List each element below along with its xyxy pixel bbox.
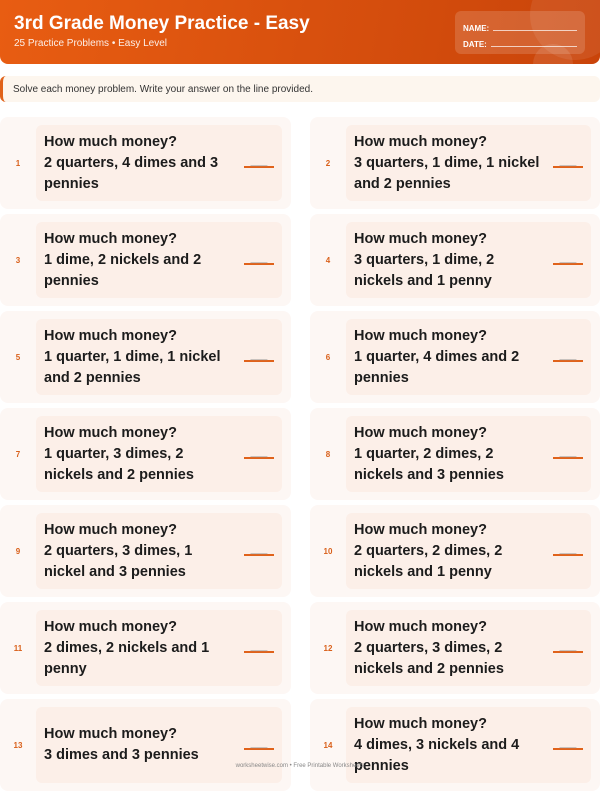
- date-field[interactable]: [491, 46, 577, 47]
- problem-card: [0, 602, 291, 694]
- problem-question: How much money?: [354, 327, 487, 344]
- problem-question: How much money?: [354, 618, 487, 635]
- page-title: 3rd Grade Money Practice - Easy: [14, 13, 310, 34]
- problem-text: [44, 724, 236, 766]
- problem-number: 4: [325, 255, 331, 265]
- problem-coins: 1 quarter, 1 dime, 1 nickel and 2 pennies: [44, 348, 221, 386]
- answer-line[interactable]: ___: [244, 352, 274, 362]
- problem-number: 14: [323, 740, 333, 750]
- problem-coins: 2 quarters, 4 dimes and 3 pennies: [44, 154, 219, 192]
- problem-box: [346, 125, 591, 201]
- problem-text: [354, 423, 545, 486]
- problem-text: [354, 132, 545, 195]
- problem-text: [354, 520, 545, 583]
- problem-text: [44, 423, 236, 486]
- answer-line[interactable]: ___: [244, 740, 274, 750]
- problem-card: [310, 699, 600, 791]
- problem-coins: 1 dime, 2 nickels and 2 pennies: [44, 251, 202, 289]
- problem-card: [0, 311, 291, 403]
- problem-number: 7: [15, 449, 21, 459]
- problem-box: [36, 610, 282, 686]
- problem-coins: 1 quarter, 2 dimes, 2 nickels and 3 pennies: [354, 445, 504, 483]
- problem-text: [354, 617, 545, 680]
- problem-question: How much money?: [354, 715, 487, 732]
- worksheet-header: [0, 0, 600, 64]
- answer-line[interactable]: ___: [244, 643, 274, 653]
- problem-number: 11: [13, 643, 23, 653]
- problem-card: [0, 408, 291, 500]
- problem-question: How much money?: [44, 133, 177, 150]
- answer-line[interactable]: ___: [244, 546, 274, 556]
- date-label: DATE:: [463, 40, 487, 49]
- problem-box: [346, 707, 591, 783]
- problem-question: How much money?: [44, 726, 177, 742]
- name-field[interactable]: [493, 30, 577, 31]
- problem-box: [36, 416, 282, 492]
- problem-text: [44, 132, 236, 195]
- problem-box: [36, 222, 282, 298]
- problem-box: [36, 707, 282, 783]
- instructions: Solve each money problem. Write your answer on the line provided.: [0, 76, 600, 102]
- problem-card: [310, 311, 600, 403]
- footer: worksheetwise.com • Free Printable Worksheets: [235, 763, 365, 769]
- problem-coins: 1 quarter, 3 dimes, 2 nickels and 2 pennies: [44, 445, 194, 483]
- problem-coins: 2 quarters, 3 dimes, 1 nickel and 3 pennies: [44, 542, 193, 580]
- problem-question: How much money?: [354, 133, 487, 150]
- problem-coins: 2 quarters, 2 dimes, 2 nickels and 1 penny: [354, 542, 503, 580]
- problem-card: [310, 214, 600, 306]
- problem-number: 12: [323, 643, 333, 653]
- problem-coins: 1 quarter, 4 dimes and 2 pennies: [354, 348, 520, 386]
- problem-card: [0, 699, 291, 791]
- answer-line[interactable]: ___: [553, 449, 583, 459]
- answer-line[interactable]: ___: [553, 740, 583, 750]
- problem-box: [36, 319, 282, 395]
- answer-line[interactable]: ___: [553, 158, 583, 168]
- problem-grid: [0, 117, 600, 791]
- problem-number: 3: [15, 255, 21, 265]
- problem-card: [310, 505, 600, 597]
- problem-number: 10: [323, 546, 333, 556]
- problem-coins: 3 quarters, 1 dime, 1 nickel and 2 pennies: [354, 154, 540, 192]
- problem-box: [346, 610, 591, 686]
- problem-number: 6: [325, 352, 331, 362]
- problem-box: [346, 416, 591, 492]
- problem-box: [346, 319, 591, 395]
- problem-text: [44, 617, 236, 680]
- problem-question: How much money?: [44, 327, 177, 344]
- page-subtitle: 25 Practice Problems • Easy Level: [14, 38, 168, 49]
- problem-number: 9: [15, 546, 21, 556]
- problem-question: How much money?: [44, 618, 177, 635]
- problem-text: [354, 326, 545, 389]
- answer-line[interactable]: ___: [244, 449, 274, 459]
- answer-line[interactable]: ___: [244, 255, 274, 265]
- problem-card: [0, 214, 291, 306]
- problem-card: [310, 117, 600, 209]
- problem-coins: 3 quarters, 1 dime, 2 nickels and 1 penny: [354, 251, 495, 289]
- problem-number: 8: [325, 449, 331, 459]
- problem-coins: 2 dimes, 2 nickels and 1 penny: [44, 639, 210, 677]
- problem-box: [346, 222, 591, 298]
- problem-question: How much money?: [44, 521, 177, 538]
- problem-number: 2: [325, 158, 331, 168]
- problem-question: How much money?: [44, 424, 177, 441]
- name-label: NAME:: [463, 24, 490, 33]
- problem-card: [310, 408, 600, 500]
- name-date-box: [455, 11, 585, 54]
- problem-card: [310, 602, 600, 694]
- problem-box: [36, 513, 282, 589]
- problem-question: How much money?: [354, 424, 487, 441]
- problem-coins: 4 dimes, 3 nickels and 4 pennies: [354, 736, 520, 774]
- problem-text: [44, 326, 236, 389]
- answer-line[interactable]: ___: [553, 546, 583, 556]
- problem-card: [0, 117, 291, 209]
- problem-text: [44, 520, 236, 583]
- problem-card: [0, 505, 291, 597]
- problem-box: [36, 125, 282, 201]
- answer-line[interactable]: ___: [553, 643, 583, 653]
- problem-number: 5: [15, 352, 21, 362]
- problem-question: How much money?: [354, 521, 487, 538]
- problem-box: [346, 513, 591, 589]
- problem-number: 1: [15, 158, 21, 168]
- answer-line[interactable]: ___: [553, 352, 583, 362]
- problem-number: 13: [13, 740, 23, 750]
- answer-line[interactable]: ___: [244, 158, 274, 168]
- problem-question: How much money?: [44, 230, 177, 247]
- problem-coins: 2 quarters, 3 dimes, 2 nickels and 2 pennies: [354, 639, 504, 677]
- problem-coins: 3 dimes and 3 pennies: [44, 747, 199, 763]
- problem-question: How much money?: [354, 230, 487, 247]
- problem-text: [44, 229, 236, 292]
- answer-line[interactable]: ___: [553, 255, 583, 265]
- problem-text: [354, 229, 545, 292]
